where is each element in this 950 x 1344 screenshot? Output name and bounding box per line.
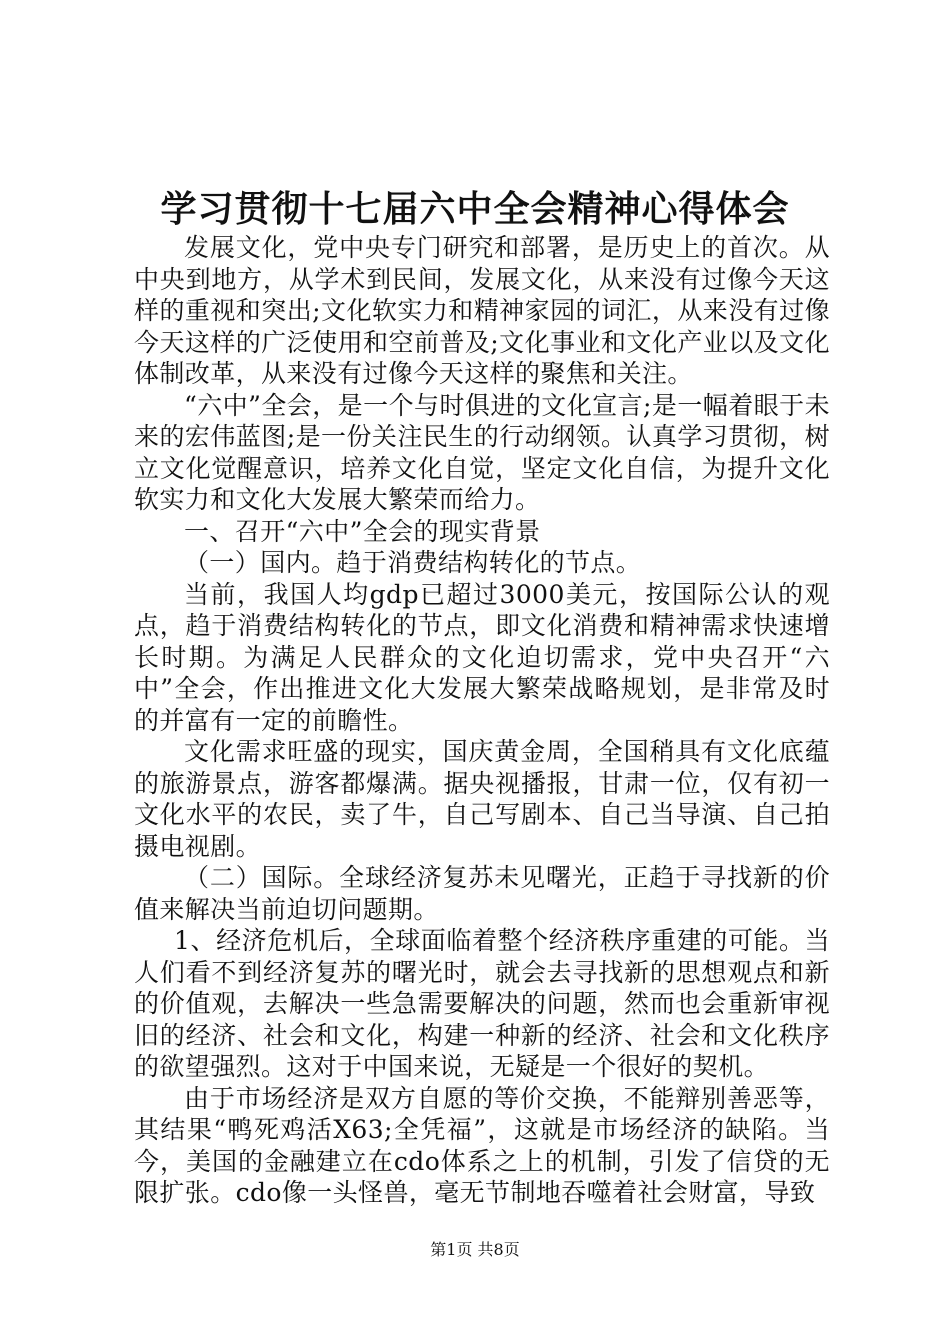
section-heading: 一、召开“六中”全会的现实背景 — [184, 516, 541, 546]
document-title: 学习贯彻十七届六中全会精神心得体会 — [160, 188, 790, 230]
paragraph: 当前，我国人均gdp已超过3000美元，按国际公认的观点，趋于消费结构转化的节点，即文化消费和精神需求快速增长时期。为满足人民群众的文化迫切需求，党中央召开“六中”全会，作出推进文化大发展大繁荣战略规划，是非常及时的并富有一定的前瞻性。 — [134, 579, 830, 735]
paragraph: 由于市场经济是双方自愿的等价交换，不能辩别善恶等，其结果“鸭死鸡活X63;全凭福”，这就是市场经济的缺陷。当今，美国的金融建立在cdo体系之上的机制，引发了信贷的无限扩张。cdo像一头怪兽，毫无节制地吞噬着社会财富，导致 — [134, 1083, 830, 1207]
subsection-heading: （一）国内。趋于消费结构转化的节点。 — [184, 548, 642, 577]
paragraph: 发展文化，党中央专门研究和部署，是历史上的首次。从中央到地方，从学术到民间，发展文化，从来没有过像今天这样的重视和突出;文化软实力和精神家园的词汇，从来没有过像今天这样的广泛使用和空前普及;文化事业和文化产业以及文化体制改革，从来没有过像今天这样的聚焦和关注。 — [134, 233, 830, 388]
document-body — [134, 232, 830, 1209]
paragraph: 1、经济危机后，全球面临着整个经济秩序重建的可能。当人们看不到经济复苏的曙光时，就会去寻找新的思想观点和新的价值观，去解决一些急需要解决的问题，然而也会重新审视旧的经济、社会和文化，构建一种新的经济、社会和文化秩序的欲望强烈。这对于中国来说，无疑是一个很好的契机。 — [134, 926, 830, 1081]
paragraph: 文化需求旺盛的现实，国庆黄金周，全国稍具有文化底蕴的旅游景点，游客都爆满。据央视播报，甘肃一位，仅有初一文化水平的农民，卖了牛，自己写剧本、自己当导演、自己拍摄电视剧。 — [134, 737, 830, 861]
page-footer: 第1页 共8页 — [430, 1240, 520, 1259]
subsection-heading: （二）国际。全球经济复苏未见曙光，正趋于寻找新的价值来解决当前迫切问题期。 — [134, 863, 830, 924]
paragraph: “六中”全会，是一个与时俱进的文化宣言;是一幅着眼于未来的宏伟蓝图;是一份关注民生的行动纲领。认真学习贯彻，树立文化觉醒意识，培养文化自觉，坚定文化自信，为提升文化软实力和文化大发展大繁荣而给力。 — [134, 390, 830, 514]
